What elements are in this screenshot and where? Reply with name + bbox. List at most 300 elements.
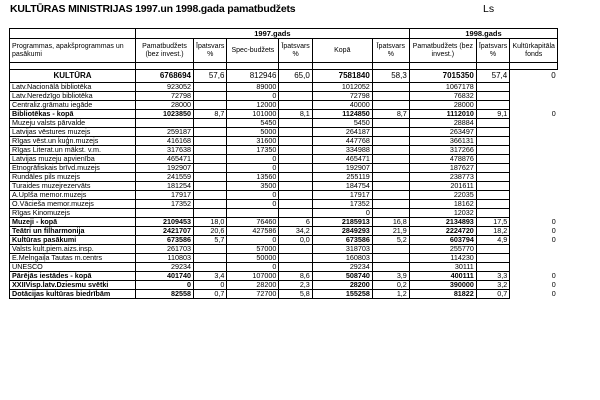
row-label: Turaides muzejrezervāts xyxy=(10,182,136,191)
header-program: Programmas, apakšprogrammas un pasākumi xyxy=(10,39,136,63)
cell-kkf xyxy=(510,137,558,146)
cell-ip2 xyxy=(279,182,312,191)
cell-kopa: 17917 xyxy=(312,191,372,200)
cell-pb97: 2109453 xyxy=(136,218,194,227)
table-row xyxy=(10,101,558,110)
cell-ip2 xyxy=(279,83,312,92)
cell-ip3 xyxy=(372,137,409,146)
cell-pb97: 465471 xyxy=(136,155,194,164)
row-label: A.Upīša memor.muzejs xyxy=(10,191,136,200)
cell-kkf xyxy=(510,182,558,191)
cell-pb97: 72798 xyxy=(136,92,194,101)
cell-ip2: 6 xyxy=(279,218,312,227)
header-ipatsvars-2: Īpatsvars % xyxy=(279,39,312,63)
cell-ip1: 5,7 xyxy=(194,236,227,245)
cell-ip4 xyxy=(476,92,509,101)
cell-pb97: 82558 xyxy=(136,290,194,299)
row-label: Latvijas vēstures muzejs xyxy=(10,128,136,137)
cell-spec: 76460 xyxy=(227,218,279,227)
cell-ip3 xyxy=(372,83,409,92)
cell-pb98: 30111 xyxy=(409,263,476,272)
cell-kopa: 17352 xyxy=(312,200,372,209)
cell-ip3: 3,9 xyxy=(372,272,409,281)
cell-pb98: 1067178 xyxy=(409,83,476,92)
cell-ip1 xyxy=(194,173,227,182)
cell-ip1: 8,7 xyxy=(194,110,227,119)
cell-ip4: 3,2 xyxy=(476,281,509,290)
cell-ip1 xyxy=(194,83,227,92)
cell-ip4 xyxy=(476,254,509,263)
cell-pb97: 259187 xyxy=(136,128,194,137)
row-label: Dotācijas kultūras biedrībām xyxy=(10,290,136,299)
header-ipatsvars-3: Īpatsvars % xyxy=(372,39,409,63)
cell-ip4: 9,1 xyxy=(476,110,509,119)
cell-ip1: 0 xyxy=(194,281,227,290)
row-label: Valsts kult.piem.aizs.insp. xyxy=(10,245,136,254)
cell-ip2: 8,1 xyxy=(279,110,312,119)
cell-spec: 0 xyxy=(227,236,279,245)
table-row xyxy=(10,137,558,146)
cell-pb97: 28000 xyxy=(136,101,194,110)
cell-ip3 xyxy=(372,101,409,110)
cell-ip1 xyxy=(194,155,227,164)
cell-ip2 xyxy=(279,146,312,155)
cell-ip3 xyxy=(372,254,409,263)
cell-pb97: 17352 xyxy=(136,200,194,209)
cell-ip3: 21,9 xyxy=(372,227,409,236)
cell-spec: 3500 xyxy=(227,182,279,191)
cell-kopa: 334988 xyxy=(312,146,372,155)
cell-spec: 0 xyxy=(227,191,279,200)
cell-ip4: 0,7 xyxy=(476,290,509,299)
cell-ip1: 20,6 xyxy=(194,227,227,236)
cell-ip4: 17,5 xyxy=(476,218,509,227)
cell-ip2: 2,3 xyxy=(279,281,312,290)
table-row xyxy=(10,155,558,164)
cell-spec: 28200 xyxy=(227,281,279,290)
spacer-cell xyxy=(10,63,136,70)
cell-ip1 xyxy=(194,128,227,137)
cell-pb98: 114230 xyxy=(409,254,476,263)
cell-ip4 xyxy=(476,191,509,200)
row-label: Latvijas muzeju apvienība xyxy=(10,155,136,164)
cell-ip1 xyxy=(194,137,227,146)
table-row xyxy=(10,209,558,218)
cell-ip2: 34,2 xyxy=(279,227,312,236)
cell-spec: 72700 xyxy=(227,290,279,299)
cell-kkf: 0 xyxy=(551,289,556,298)
cell-kkf xyxy=(510,101,558,110)
cell-ip2 xyxy=(279,263,312,272)
cell-pb97: 181254 xyxy=(136,182,194,191)
table-row xyxy=(10,128,558,137)
spacer-cell xyxy=(372,63,409,70)
cell-pb97 xyxy=(136,209,194,218)
cell-spec: 5000 xyxy=(227,128,279,137)
cell-kopa: 192907 xyxy=(312,164,372,173)
header-ipatsvars-4: Īpatsvars % xyxy=(476,39,509,63)
cell-kopa: 2185913 xyxy=(312,218,372,227)
cell-pb97: 241559 xyxy=(136,173,194,182)
cell-ip2 xyxy=(279,128,312,137)
table-row xyxy=(10,290,558,299)
cell-pb98: 12032 xyxy=(409,209,476,218)
table-row xyxy=(10,119,558,128)
spacer-cell xyxy=(510,63,558,70)
cell-kopa: 1124850 xyxy=(312,110,372,119)
cell-spec: 57000 xyxy=(227,245,279,254)
cell-kkf xyxy=(510,128,558,137)
cell-pb98: 2224720 xyxy=(409,227,476,236)
cell-pb98: 28884 xyxy=(409,119,476,128)
header-pamatbudzets-1997: Pamatbudžets (bez invest.) xyxy=(136,39,194,63)
spacer-cell xyxy=(136,63,194,70)
cell-ip1 xyxy=(194,101,227,110)
cell-pb97: 110803 xyxy=(136,254,194,263)
cell-kkf: 0 xyxy=(551,226,556,235)
cell-kopa: 2849293 xyxy=(312,227,372,236)
cell-pb97: 416168 xyxy=(136,137,194,146)
cell-spec: 107000 xyxy=(227,272,279,281)
cell-ip1: 3,4 xyxy=(194,272,227,281)
cell-kopa: 0 xyxy=(312,209,372,218)
table-row xyxy=(10,110,558,119)
cell-kkf xyxy=(510,164,558,173)
cell-ip2 xyxy=(279,191,312,200)
cell-ip4 xyxy=(476,101,509,110)
table-row xyxy=(10,182,558,191)
cell-kkf: 0 xyxy=(551,71,556,81)
row-label: Etnogrāfiskais brīvd.muzejs xyxy=(10,164,136,173)
spacer-cell xyxy=(194,63,227,70)
cell-ip1: 57,6 xyxy=(194,70,227,83)
cell-ip1 xyxy=(194,164,227,173)
header-year-1997: 1997.gads xyxy=(136,29,410,39)
cell-ip4 xyxy=(476,119,509,128)
cell-spec: 31600 xyxy=(227,137,279,146)
cell-pb98: 22035 xyxy=(409,191,476,200)
cell-ip4: 4,9 xyxy=(476,236,509,245)
header-pamatbudzets-1998: Pamatbudžets (bez invest.) xyxy=(409,39,476,63)
cell-pb98: 478876 xyxy=(409,155,476,164)
cell-ip1 xyxy=(194,245,227,254)
table-row xyxy=(10,164,558,173)
cell-ip2 xyxy=(279,92,312,101)
cell-ip3: 58,3 xyxy=(372,70,409,83)
table-row xyxy=(10,254,558,263)
cell-spec: 0 xyxy=(227,200,279,209)
cell-ip4 xyxy=(476,164,509,173)
cell-kopa: 184754 xyxy=(312,182,372,191)
table-row xyxy=(10,272,558,281)
spacer-cell xyxy=(227,63,279,70)
table-row xyxy=(10,281,558,290)
spacer-cell xyxy=(279,63,312,70)
cell-ip4 xyxy=(476,209,509,218)
cell-kopa: 465471 xyxy=(312,155,372,164)
cell-spec: 89000 xyxy=(227,83,279,92)
cell-kopa: 1012052 xyxy=(312,83,372,92)
cell-pb98: 81822 xyxy=(409,290,476,299)
cell-kkf xyxy=(510,119,558,128)
cell-kkf xyxy=(510,155,558,164)
cell-ip3 xyxy=(372,146,409,155)
row-label: KULTŪRA xyxy=(10,70,136,83)
cell-ip3 xyxy=(372,119,409,128)
cell-pb97 xyxy=(136,119,194,128)
cell-kkf: 0 xyxy=(551,271,556,280)
cell-ip2: 65,0 xyxy=(279,70,312,83)
cell-ip4 xyxy=(476,128,509,137)
cell-kopa: 29234 xyxy=(312,263,372,272)
cell-pb97: 2421707 xyxy=(136,227,194,236)
row-label: Bibliotēkas - kopā xyxy=(10,110,136,119)
cell-pb97: 317638 xyxy=(136,146,194,155)
row-label: Rundāles pils muzejs xyxy=(10,173,136,182)
cell-ip1 xyxy=(194,191,227,200)
cell-pb98: 201611 xyxy=(409,182,476,191)
spacer-cell xyxy=(312,63,372,70)
cell-ip3 xyxy=(372,263,409,272)
cell-spec: 812946 xyxy=(227,70,279,83)
cell-kkf xyxy=(510,173,558,182)
table-row xyxy=(10,263,558,272)
cell-kkf: 0 xyxy=(551,235,556,244)
table-row xyxy=(10,200,558,209)
cell-kkf xyxy=(510,245,558,254)
cell-ip4 xyxy=(476,173,509,182)
row-label: Muzeji - kopā xyxy=(10,218,136,227)
header-specbudzets: Spec-budžets xyxy=(227,39,279,63)
cell-ip1: 0,7 xyxy=(194,290,227,299)
cell-kopa: 318703 xyxy=(312,245,372,254)
cell-pb98: 390000 xyxy=(409,281,476,290)
row-label: Rīgas vēst.un kuģn.muzejs xyxy=(10,137,136,146)
cell-spec: 13560 xyxy=(227,173,279,182)
cell-kkf xyxy=(510,83,558,92)
cell-ip3 xyxy=(372,173,409,182)
cell-kkf xyxy=(510,191,558,200)
cell-ip3 xyxy=(372,164,409,173)
cell-ip1 xyxy=(194,200,227,209)
cell-kkf xyxy=(510,200,558,209)
cell-ip2: 8,6 xyxy=(279,272,312,281)
cell-ip2 xyxy=(279,209,312,218)
table-row xyxy=(10,70,558,83)
cell-kopa: 160803 xyxy=(312,254,372,263)
cell-kkf xyxy=(510,92,558,101)
cell-spec: 0 xyxy=(227,263,279,272)
cell-kopa: 72798 xyxy=(312,92,372,101)
cell-pb97: 401740 xyxy=(136,272,194,281)
row-label: Teātri un filharmonija xyxy=(10,227,136,236)
cell-ip1 xyxy=(194,182,227,191)
cell-pb98: 76832 xyxy=(409,92,476,101)
cell-spec: 17350 xyxy=(227,146,279,155)
cell-kopa: 255119 xyxy=(312,173,372,182)
cell-ip3: 0,2 xyxy=(372,281,409,290)
budget-table xyxy=(9,28,558,299)
cell-pb97: 0 xyxy=(136,281,194,290)
table-row xyxy=(10,245,558,254)
header-kulturkapitala: Kultūrkapitāla fonds xyxy=(510,39,558,63)
cell-pb98: 263497 xyxy=(409,128,476,137)
cell-pb98: 238773 xyxy=(409,173,476,182)
cell-pb98: 603794 xyxy=(409,236,476,245)
cell-pb97: 6768694 xyxy=(136,70,194,83)
cell-kopa: 5450 xyxy=(312,119,372,128)
header-kopa: Kopā xyxy=(312,39,372,63)
cell-ip4 xyxy=(476,263,509,272)
cell-ip1 xyxy=(194,263,227,272)
row-label: Latv.Nacionālā bibliotēka xyxy=(10,83,136,92)
row-label: Muzeju valsts pārvalde xyxy=(10,119,136,128)
table-row xyxy=(10,146,558,155)
row-label: UNESCO xyxy=(10,263,136,272)
cell-ip2 xyxy=(279,173,312,182)
cell-ip3 xyxy=(372,155,409,164)
cell-spec: 0 xyxy=(227,92,279,101)
cell-kkf xyxy=(510,263,558,272)
cell-kopa: 40000 xyxy=(312,101,372,110)
cell-ip4 xyxy=(476,155,509,164)
table-body xyxy=(10,70,558,299)
cell-ip4 xyxy=(476,200,509,209)
cell-pb97: 29234 xyxy=(136,263,194,272)
cell-pb98: 28000 xyxy=(409,101,476,110)
cell-ip3 xyxy=(372,92,409,101)
cell-pb98: 7015350 xyxy=(409,70,476,83)
cell-ip2 xyxy=(279,245,312,254)
cell-ip1: 18,0 xyxy=(194,218,227,227)
cell-kopa: 28200 xyxy=(312,281,372,290)
cell-spec xyxy=(227,209,279,218)
row-label: E.Melngaiļa Tautas m.centrs xyxy=(10,254,136,263)
cell-ip3 xyxy=(372,209,409,218)
cell-kopa: 264187 xyxy=(312,128,372,137)
cell-ip3: 5,2 xyxy=(372,236,409,245)
cell-ip2 xyxy=(279,101,312,110)
row-label: Rīgas Literat.un mākst. v.m. xyxy=(10,146,136,155)
cell-kopa: 447768 xyxy=(312,137,372,146)
cell-ip2 xyxy=(279,200,312,209)
table-row xyxy=(10,227,558,236)
header-blank xyxy=(10,29,136,39)
cell-spec: 0 xyxy=(227,155,279,164)
cell-ip3 xyxy=(372,200,409,209)
cell-ip3 xyxy=(372,191,409,200)
cell-spec: 0 xyxy=(227,164,279,173)
cell-ip4 xyxy=(476,83,509,92)
row-label: XXIIVisp.latv.Dziesmu svētki xyxy=(10,281,136,290)
cell-spec: 101000 xyxy=(227,110,279,119)
cell-pb98: 400111 xyxy=(409,272,476,281)
cell-pb98: 366131 xyxy=(409,137,476,146)
cell-kkf: 0 xyxy=(551,109,556,118)
cell-pb97: 673586 xyxy=(136,236,194,245)
cell-pb97: 192907 xyxy=(136,164,194,173)
cell-ip2: 0,0 xyxy=(279,236,312,245)
cell-pb97: 261703 xyxy=(136,245,194,254)
cell-spec: 12000 xyxy=(227,101,279,110)
cell-ip1 xyxy=(194,209,227,218)
cell-ip1 xyxy=(194,92,227,101)
table-row xyxy=(10,236,558,245)
cell-pb97: 923052 xyxy=(136,83,194,92)
cell-pb98: 1112010 xyxy=(409,110,476,119)
cell-ip2 xyxy=(279,164,312,173)
spacer-cell xyxy=(409,63,476,70)
cell-ip4 xyxy=(476,245,509,254)
cell-pb97: 1023850 xyxy=(136,110,194,119)
document-title: KULTŪRAS MINISTRIJAS 1997.un 1998.gada pamatbudžets xyxy=(10,3,296,15)
cell-ip4: 18,2 xyxy=(476,227,509,236)
table-row xyxy=(10,191,558,200)
row-label: Kultūras pasākumi xyxy=(10,236,136,245)
cell-ip4: 3,3 xyxy=(476,272,509,281)
header-ipatsvars-1: Īpatsvars % xyxy=(194,39,227,63)
cell-pb98: 317266 xyxy=(409,146,476,155)
cell-ip4: 57,4 xyxy=(476,70,509,83)
cell-ip3: 1,2 xyxy=(372,290,409,299)
cell-kopa: 155258 xyxy=(312,290,372,299)
cell-kkf: 0 xyxy=(551,280,556,289)
cell-ip2: 5,8 xyxy=(279,290,312,299)
row-label: Centraliz.grāmatu iegāde xyxy=(10,101,136,110)
cell-kkf xyxy=(510,209,558,218)
cell-ip2 xyxy=(279,137,312,146)
currency-label: Ls xyxy=(483,3,495,15)
cell-pb97: 17917 xyxy=(136,191,194,200)
spacer-cell xyxy=(476,63,509,70)
cell-pb98: 187627 xyxy=(409,164,476,173)
cell-kkf xyxy=(510,254,558,263)
table-row xyxy=(10,83,558,92)
row-label: Latv.Neredzīgo bibliotēka xyxy=(10,92,136,101)
cell-ip2 xyxy=(279,119,312,128)
cell-spec: 427586 xyxy=(227,227,279,236)
cell-ip1 xyxy=(194,254,227,263)
row-label: Rīgas Kinomuzejs xyxy=(10,209,136,218)
row-label: Pārējās iestādes - kopā xyxy=(10,272,136,281)
cell-spec: 5450 xyxy=(227,119,279,128)
cell-pb98: 2134893 xyxy=(409,218,476,227)
cell-ip3: 16,8 xyxy=(372,218,409,227)
table-row xyxy=(10,173,558,182)
cell-kkf xyxy=(510,146,558,155)
cell-pb98: 18162 xyxy=(409,200,476,209)
cell-ip3: 8,7 xyxy=(372,110,409,119)
row-label: O.Vācieša memor.muzejs xyxy=(10,200,136,209)
cell-kopa: 673586 xyxy=(312,236,372,245)
cell-ip4 xyxy=(476,146,509,155)
cell-ip4 xyxy=(476,137,509,146)
cell-ip3 xyxy=(372,182,409,191)
cell-kopa: 508740 xyxy=(312,272,372,281)
header-year-1998: 1998.gads xyxy=(409,29,557,39)
cell-ip1 xyxy=(194,146,227,155)
cell-kopa: 7581840 xyxy=(312,70,372,83)
cell-kkf: 0 xyxy=(551,217,556,226)
cell-pb98: 255770 xyxy=(409,245,476,254)
cell-ip1 xyxy=(194,119,227,128)
cell-ip2 xyxy=(279,254,312,263)
table-row xyxy=(10,92,558,101)
table-row xyxy=(10,218,558,227)
cell-ip4 xyxy=(476,182,509,191)
cell-spec: 50000 xyxy=(227,254,279,263)
cell-ip2 xyxy=(279,155,312,164)
